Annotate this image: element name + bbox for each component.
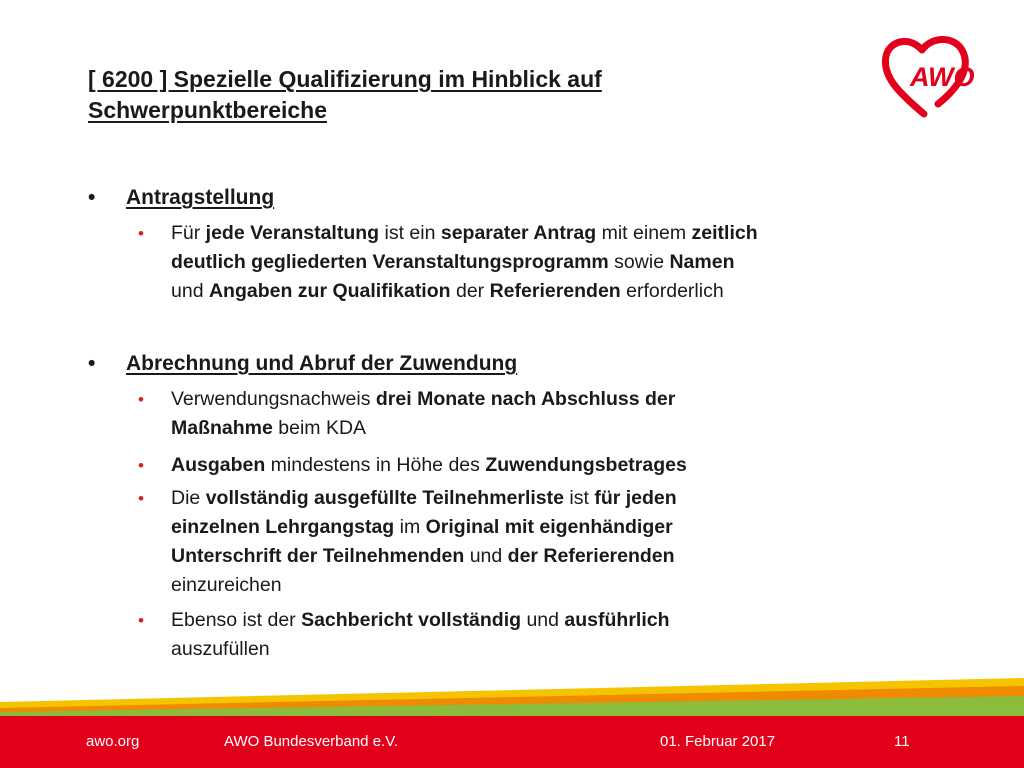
text-run: einzureichen — [171, 574, 282, 596]
bold-text: jede Veranstaltung — [205, 222, 380, 244]
section-heading: Antragstellung — [126, 186, 275, 209]
bold-text: drei Monate nach Abschluss der — [375, 388, 676, 410]
text-line — [171, 635, 911, 664]
text-line — [171, 484, 911, 513]
text-line — [171, 414, 911, 443]
red-bullet-icon: • — [138, 489, 144, 508]
slide-title — [88, 64, 788, 126]
bold-text: Ausgaben — [171, 454, 266, 476]
footer-date: 01. Februar 2017 — [660, 733, 776, 750]
bold-text: vollständig ausgefüllte Teilnehmerliste — [205, 487, 564, 509]
bold-text: zeitlich — [691, 222, 758, 244]
text-line — [171, 451, 911, 480]
bold-text: separater Antrag — [440, 222, 597, 244]
bold-text: einzelnen Lehrgangstag — [171, 516, 395, 538]
slide-title-line-2: Schwerpunktbereiche — [88, 97, 328, 123]
text-line — [171, 542, 911, 571]
text-line — [171, 606, 911, 635]
bold-text: der Referierenden — [507, 545, 675, 567]
footer-organization: AWO Bundesverband e.V. — [224, 733, 398, 750]
logo-text: AWO — [910, 62, 975, 92]
bold-text: Referierenden — [489, 280, 621, 302]
footer-website: awo.org — [86, 733, 140, 750]
bold-text: ausführlich — [564, 609, 670, 631]
footer-page-number: 11 — [894, 733, 910, 750]
text-run: und — [521, 609, 565, 631]
text-line — [171, 513, 911, 542]
text-line — [171, 277, 911, 306]
text-line — [171, 385, 911, 414]
bullet-icon: • — [88, 352, 96, 375]
bold-text: Unterschrift der Teilnehmenden — [171, 545, 465, 567]
text-run: im — [394, 516, 426, 538]
list-item-text — [171, 385, 911, 443]
text-run: Für — [171, 222, 206, 244]
red-bullet-icon: • — [138, 390, 144, 409]
text-run: Die — [171, 487, 206, 509]
bold-text: Zuwendungsbetrages — [485, 454, 687, 476]
text-run: mit einem — [596, 222, 692, 244]
list-item-text — [171, 484, 911, 600]
bullet-icon: • — [88, 186, 96, 209]
text-run: sowie — [608, 251, 670, 273]
text-run: ist — [564, 487, 595, 509]
text-run: erforderlich — [620, 280, 724, 302]
bold-text: für jeden — [594, 487, 677, 509]
text-run: der — [450, 280, 490, 302]
footer-bar — [0, 716, 1024, 768]
red-bullet-icon: • — [138, 611, 144, 630]
list-item-text — [171, 606, 911, 664]
section-heading: Abrechnung und Abruf der Zuwendung — [126, 352, 518, 375]
list-item-text — [171, 219, 911, 306]
text-run: auszufüllen — [171, 638, 270, 660]
bold-text: Sachbericht vollständig — [301, 609, 522, 631]
text-run: mindestens in Höhe des — [265, 454, 486, 476]
text-line — [171, 571, 911, 600]
text-run: Verwendungsnachweis — [171, 388, 376, 410]
bold-text: Maßnahme — [171, 417, 273, 439]
text-line — [171, 219, 911, 248]
bold-text: deutlich gegliederten Veranstaltungsprogramm — [171, 251, 609, 273]
footer-stripes — [0, 672, 1024, 718]
list-item-text — [171, 451, 911, 480]
text-run: und — [464, 545, 508, 567]
bold-text: Namen — [669, 251, 735, 273]
bold-text: Original mit eigenhändiger — [425, 516, 673, 538]
awo-logo — [878, 34, 988, 118]
text-run: und — [171, 280, 209, 302]
text-line — [171, 248, 911, 277]
heart-icon — [878, 34, 988, 118]
bold-text: Angaben zur Qualifikation — [208, 280, 451, 302]
text-run: ist ein — [379, 222, 441, 244]
text-run: Ebenso ist der — [171, 609, 302, 631]
red-bullet-icon: • — [138, 224, 144, 243]
text-run: beim KDA — [272, 417, 367, 439]
slide-title-line-1: [ 6200 ] Spezielle Qualifizierung im Hinblick auf — [88, 66, 602, 92]
red-bullet-icon: • — [138, 456, 144, 475]
